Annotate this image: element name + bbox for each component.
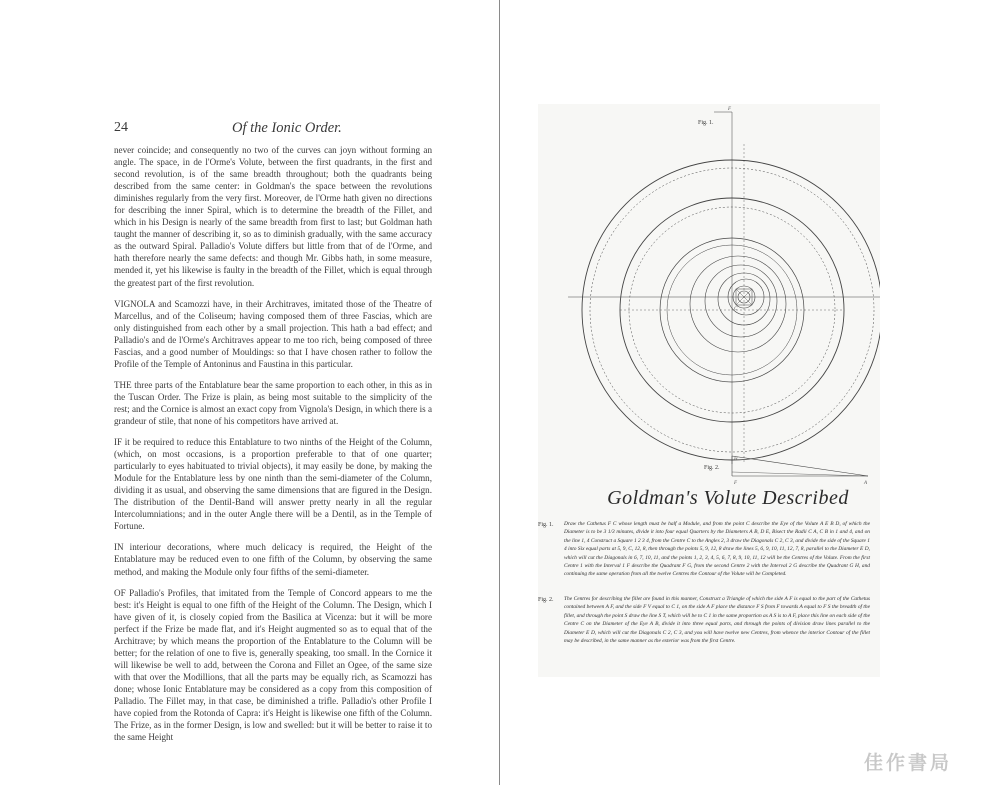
fig2-label: Fig. 2. bbox=[704, 465, 720, 471]
svg-text:H: H bbox=[734, 457, 738, 462]
volute-engraving bbox=[538, 104, 880, 677]
paragraph: IN interiour decorations, where much delicacy is required, the Height of the Entablature may be reduced even to one fifth of the Column, by observing the same method, and making the Module only four fifths of the semi-diameter. bbox=[114, 542, 432, 577]
paragraph: IF it be required to reduce this Entablature to two ninths of the Height of the Column, (which, on most occasions, is a proportion preferable to that of one quarter; particularly to eyes habituated to trivial objects), it may easily be done, by making the Module for the Entablature less by one ninth than the semi-diameter of the Column, dividing it as usual, and observing the same dimensions that are figured in the Design. The distribution of the Dentil-Band will answer pretty nearly in all the regular Intercolumniations; and in the outer Angle there will be a Dentil, as in the Temple of Fortune. bbox=[114, 437, 432, 532]
paragraph: never coincide; and consequently no two of the curves can joyn without forming an angle. The space, in de l'Orme's Volute, between the first quadrants, in the first and second revolution, is of the same breadth throughout; both the quadrants being described from the same center: in Goldman's the space between the revolutions diminishes regularly from the very first. Moreover, de l'Orme hath given no directions for describing the inner Spiral, which is to determine the breadth of the Fillet, and which in his Design is nearly of the same breadth from first to last; but Goldman hath taught the manner of describing it, so as to diminish gradually, with the same accuracy as the outward Spiral. Palladio's Volute differs but little from that of de l'Orme, and hath therefore nearly the same defects: and though Mr. Gibbs hath, in some measure, mended it, yet his likewise is faulty in the breadth of the Fillet, which is equal through the greatest part of the first revolution. bbox=[114, 145, 432, 288]
fig1-label: Fig. 1. bbox=[698, 120, 714, 126]
description-fig1: Draw the Cathetus F C whose length must be half a Module, and from the point C describe the Eye of the Volute A E B D, of which the Diameter is to be 3 1/3 minutes, divide it into four equal Quarters by the Diameters A B, D E, Bisect the Radii C A, C B in 1 and 4, and on the line 1, 4 Construct a Square 1 2 3 4, from the Centre C to the Angles 2, 3 draw the Diagonals C 2, C 3, and divide the side of the Square 1 4 into Six equal parts at 5, 9, C, 12, 8, then through the points 5, 9, 12, 8 draw the lines 5, 6, 9, 10, 11, 12, 7, 8, parallel to the Diameter E D, which will cut the Diagonals in 6, 7, 10, 11, and the points 1, 2, 3, 4, 5, 6, 7, 8, 9, 10, 11, 12 will be the Centres of the Volute. From the first Centre 1 with the Interval 1 F describe the Quadrant F G, from the second Centre 2 with the Interval 2 G describe the Quadrant G H, and continuing the same operation from all the twelve Centres the Contour of the Volute will be Completed. bbox=[564, 521, 870, 578]
svg-text:F: F bbox=[734, 481, 738, 486]
page-header bbox=[114, 120, 432, 138]
running-title: Of the Ionic Order. bbox=[232, 120, 342, 136]
description-fig2: The Centres for describing the fillet are found in this manner, Construct a Triangle of which the side A F is equal to the part of the Cathetus contained between A F, and the side F V equal to C 1, on the side A F place the distance F S from F towards A equal to F S the breadth of the fillet, and through the point S draw the line S T, which will be to C 1 in the same proportion as A S is to A F, place this line on each side of the Centre C on the Diameter of the Eye A B, divide it into three equal parts, and through the points of division draw lines parallel to the Diameter E D, which will cut the Diagonals C 2, C 3, and you will have twelve new Centres, from whence the interior Contour of the fillet may be described, in the same manner as the exterior was from the first Centre. bbox=[564, 596, 870, 645]
svg-text:F: F bbox=[728, 107, 732, 112]
engraving-plate bbox=[538, 104, 880, 677]
body-text bbox=[114, 144, 432, 743]
svg-text:C: C bbox=[734, 307, 738, 312]
svg-text:A: A bbox=[864, 481, 868, 486]
paragraph: OF Palladio's Profiles, that imitated from the Temple of Concord appears to me the best: it's Height is equal to one fifth of the Height of the Column. The Design, which I have given of it, is closely copied from the Basilica at Vicenza: but it will be more perfect if the Frize be made flat, and it's Height augmented so as to equal that of the Architrave; by which means the proportion of the Entablature to the Column will be better; for the relation of one to five is, generally speaking, too small. In the Cornice it will likewise be well to add, between the Corona and Fillet an Ogee, of the same size with that over the Modillions, that all the parts may be equally rich, as Scamozzi has done; whose Ionic Entablature may be considered as a copy from this composition of Palladio. The Fillet may, in that case, be diminished a trifle. Palladio's other Profile I have copied from the Rotonda of Capra: it's Height is likewise one fifth of the Column. The Frize, as in the former Design, is low and swelled: but it will be better to raise it to the same Height bbox=[114, 587, 432, 743]
plate-title: Goldman's Volute Described bbox=[607, 487, 849, 509]
publisher-watermark: 佳作書局 bbox=[864, 752, 953, 774]
paragraph: THE three parts of the Entablature bear the same proportion to each other, in this as in the Tuscan Order. The Frize is plain, as being most suitable to the simplicity of the rest; and the Cornice is almost an exact copy from Vignola's Design, in which there is a grandeur of stile, that none of his competitors have arrived at. bbox=[114, 379, 432, 426]
left-page bbox=[114, 120, 432, 752]
caption-fig1: Fig. 1. bbox=[538, 522, 554, 528]
paragraph: VIGNOLA and Scamozzi have, in their Architraves, imitated those of the Theatre of Marcellus, and of the Coliseum; having composed them of three Fascias, which are only distinguished from each other by a small projection. This hath a bad effect; and Palladio's and de l'Orme's Architraves appear to me too rich, being composed of three Fascias, and a good number of Mouldings: so that I have chosen rather to follow the Profile of the Temple of Antoninus and Faustina in this particular. bbox=[114, 298, 432, 369]
page-number: 24 bbox=[114, 120, 128, 135]
page-gutter bbox=[499, 0, 500, 785]
caption-fig2: Fig. 2. bbox=[538, 597, 554, 603]
